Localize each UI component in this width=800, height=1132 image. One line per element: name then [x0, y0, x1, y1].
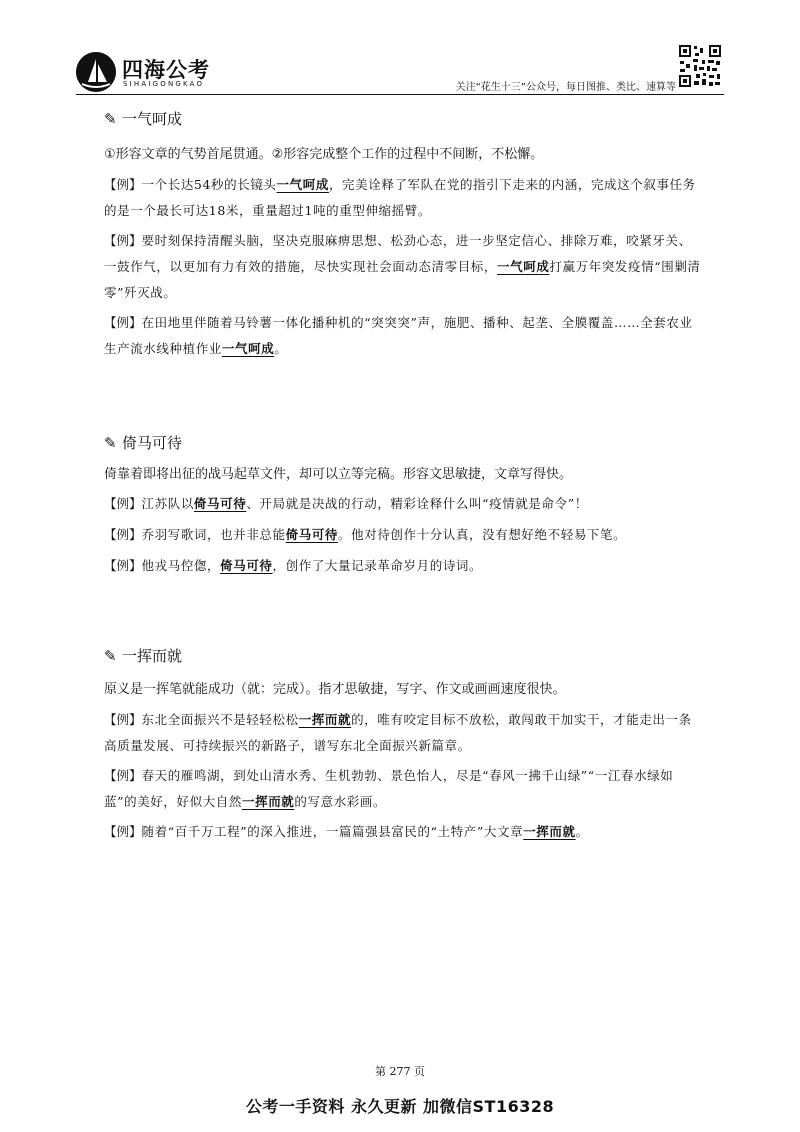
pencil-icon: ✎ [104, 110, 117, 128]
page-number: 第 277 页 [375, 1065, 425, 1078]
example-item: 【例】春天的雁鸣湖，到处山清水秀、生机勃勃、景色怡人，尽是“春风一拂千山绿”“一江春水绿如蓝”的美好，好似大自然一挥而就的写意水彩画。 [104, 768, 674, 809]
definition: ①形容文章的气势首尾贯通。②形容完成整个工作的过程中不间断，不松懈。 [104, 147, 544, 162]
logo-text: 四海公考 [122, 58, 210, 82]
idiom-section-yiqihecheng [104, 108, 704, 362]
logo-subtext: SIHAIGONGKAO [123, 80, 205, 88]
idiom-section-yimakedai [104, 432, 704, 580]
header-divider [76, 94, 724, 95]
example-item: 【例】乔羽写歌词，也并非总能倚马可待。他对待创作十分认真，没有想好绝不轻易下笔。 [104, 527, 627, 542]
definition: 原义是一挥笔就能成功（就：完成）。指才思敏捷，写字、作文或画画速度很快。 [104, 682, 566, 697]
definition: 倚靠着即将出征的战马起草文件，却可以立等完稿。形容文思敏捷，文章写得快。 [104, 467, 573, 482]
highlighted-idiom: 倚马可待 [285, 527, 339, 542]
highlighted-idiom: 倚马可待 [220, 558, 273, 573]
example-item: 【例】东北全面振兴不是轻轻松松一挥而就的，唯有咬定目标不放松，敢闯敢干加实干，才能走出一条高质量发展、可持续振兴的新路子，谱写东北全面振兴新篇章。 [104, 712, 692, 753]
section-title: ✎ 倚马可待 [104, 434, 183, 452]
pencil-icon: ✎ [104, 434, 117, 452]
section-title: ✎ 一挥而就 [104, 647, 183, 665]
idiom-section-yihuierjiu [104, 645, 704, 845]
qr-code-icon [678, 44, 722, 88]
highlighted-idiom: 一挥而就 [523, 824, 576, 839]
example-item: 【例】江苏队以倚马可待、开局就是决战的行动，精彩诠释什么叫“疫情就是命令”！ [104, 496, 588, 511]
example-item: 【例】要时刻保持清醒头脑，坚决克服麻痹思想、松劲心态，进一步坚定信心、排除万难，咬紧牙关、一鼓作气，以更加有力有效的措施，尽快实现社会面动态清零目标，一气呵成打赢万年突发疫情“围剿清零”歼灭战。 [104, 233, 701, 300]
sail-logo-icon [76, 52, 116, 92]
pencil-icon: ✎ [104, 647, 117, 665]
brand-logo [76, 52, 246, 94]
highlighted-idiom: 倚马可待 [193, 496, 247, 511]
header-notice: 关注“花生十三”公众号，每日图推、类比、速算等 [455, 82, 676, 93]
example-item: 【例】随着“百千万工程”的深入推进，一篇篇强县富民的“土特产”大文章一挥而就。 [104, 824, 589, 839]
example-item: 【例】在田地里伴随着马铃薯一体化播种机的“突突突”声，施肥、播种、起垄、全膜覆盖……全套农业生产流水线种植作业一气呵成。 [104, 315, 693, 356]
section-title: ✎ 一气呵成 [104, 110, 183, 128]
example-item: 【例】一个长达54秒的长镜头一气呵成，完美诠释了军队在党的指引下走来的内涵，完成这个叙事任务的是一个最长可达18米，重量超过1吨的重型伸缩摇臂。 [104, 177, 696, 218]
example-item: 【例】他戎马倥偬，倚马可待，创作了大量记录革命岁月的诗词。 [104, 558, 483, 573]
footer-banner: 公考一手资料 永久更新 加微信ST16328 [245, 1097, 555, 1116]
highlighted-idiom: 一气呵成 [497, 259, 550, 274]
highlighted-idiom: 一气呵成 [276, 177, 329, 192]
page-header [0, 0, 800, 100]
highlighted-idiom: 一挥而就 [298, 712, 352, 727]
highlighted-idiom: 一挥而就 [242, 794, 295, 809]
highlighted-idiom: 一气呵成 [221, 341, 275, 356]
